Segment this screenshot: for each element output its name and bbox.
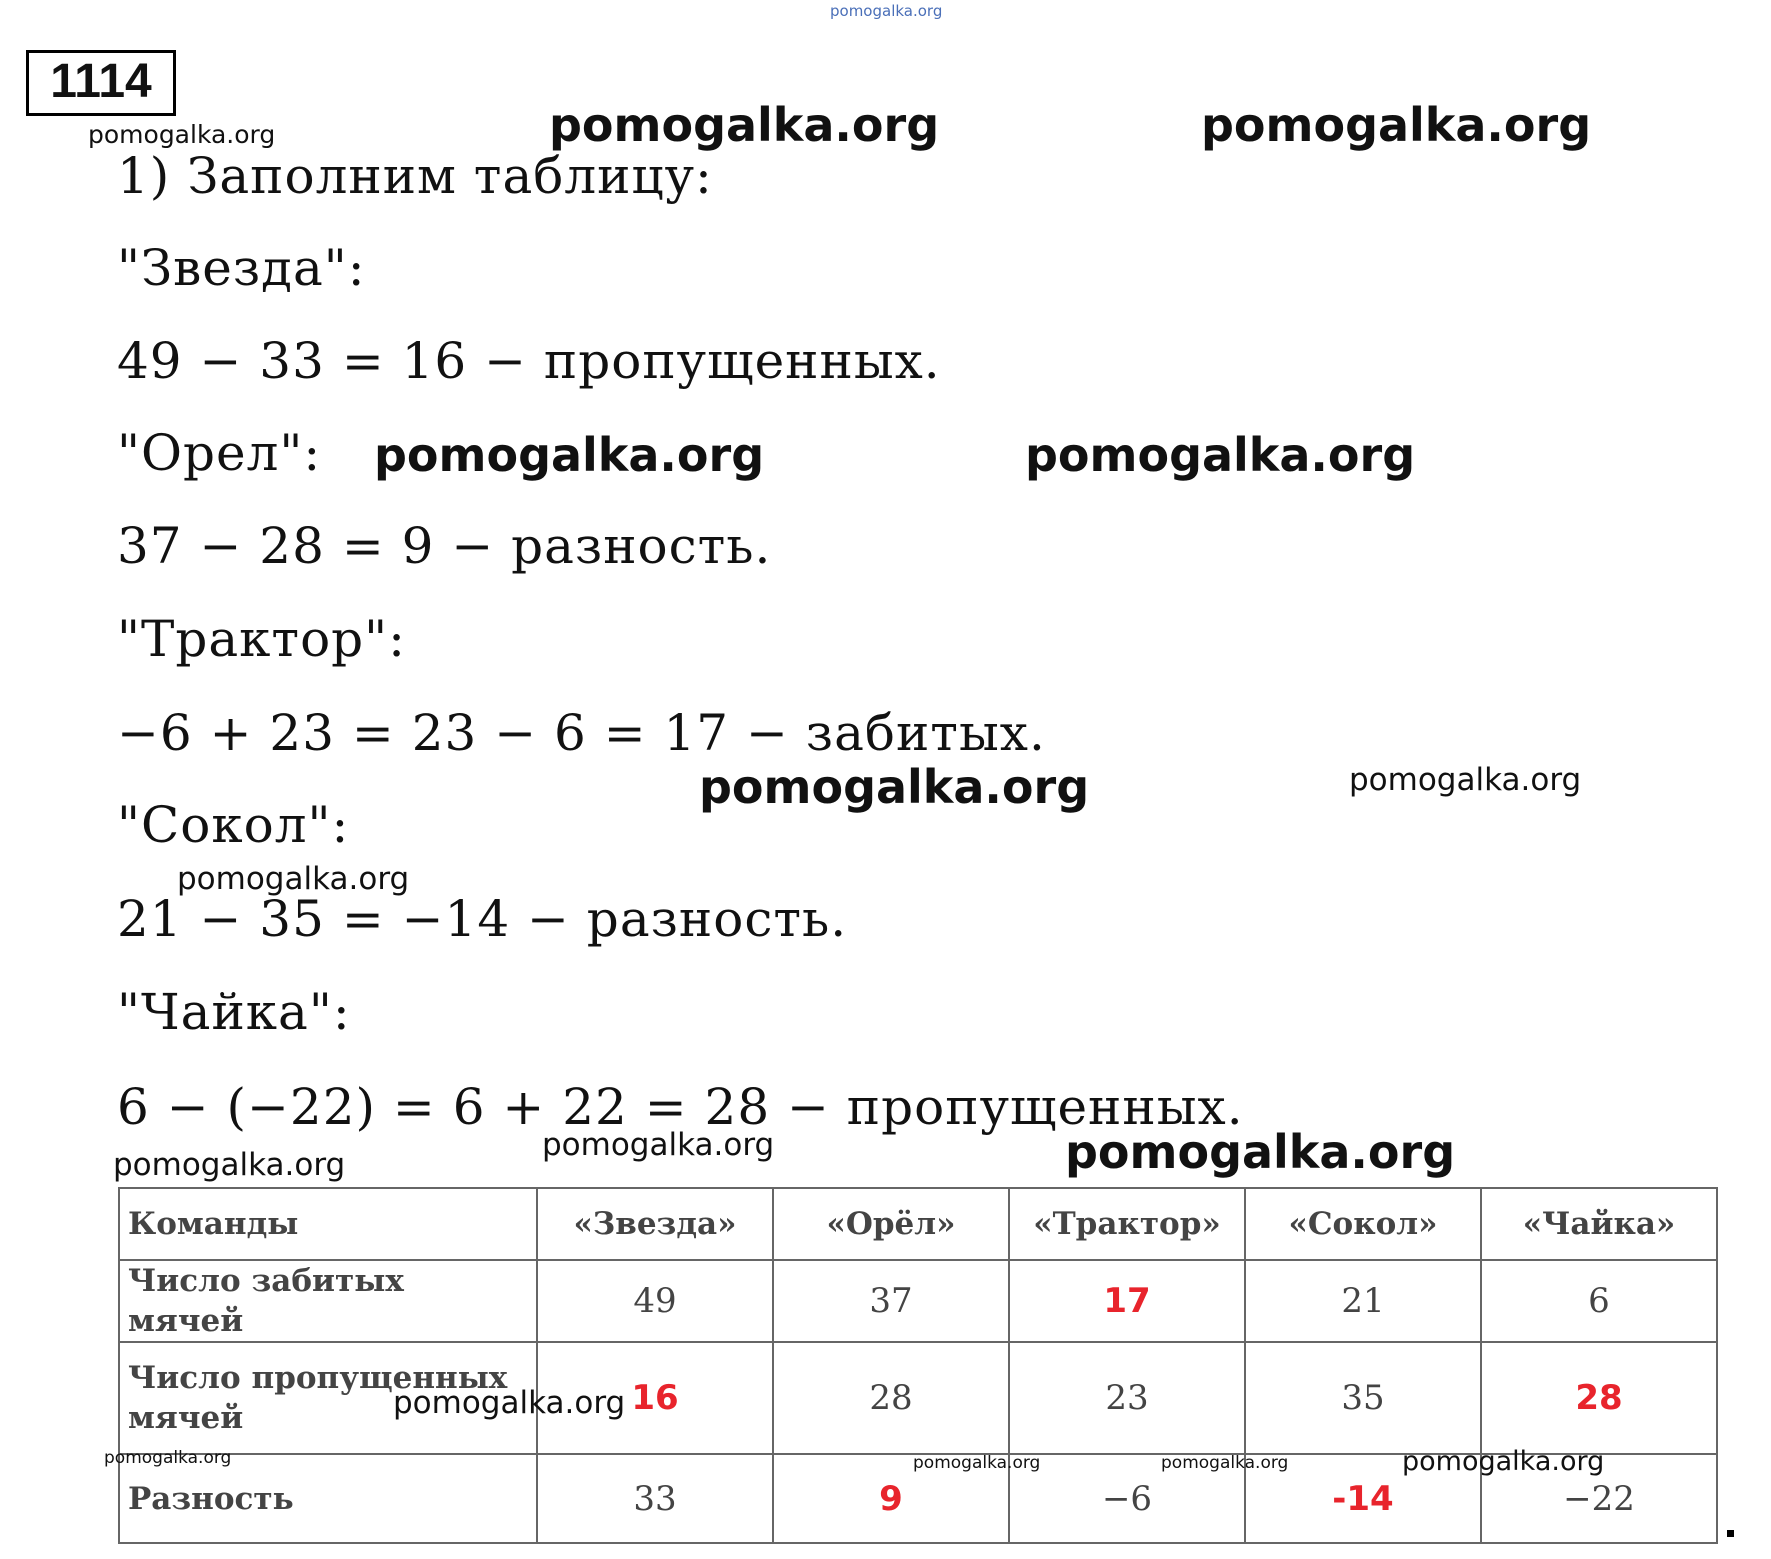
results-table <box>118 1187 1718 1544</box>
header-team-sokol: «Сокол» <box>1245 1188 1481 1260</box>
solution-line-9: 21 − 35 = −14 − разность. <box>117 890 848 948</box>
cell-conceded-orel: 28 <box>773 1342 1009 1454</box>
watermark: pomogalka.org <box>913 1453 1041 1473</box>
watermark: pomogalka.org <box>1065 1125 1456 1179</box>
solution-line-6: "Трактор": <box>117 610 407 668</box>
solution-line-7: −6 + 23 = 23 − 6 = 17 − забитых. <box>117 704 1046 762</box>
cell-scored-chaika: 6 <box>1481 1260 1717 1342</box>
watermark: pomogalka.org <box>393 1385 626 1421</box>
table-row <box>119 1342 1717 1454</box>
cell-diff-zvezda: 33 <box>537 1454 773 1543</box>
watermark: pomogalka.org <box>549 98 940 152</box>
cell-diff-sokol: -14 <box>1245 1454 1481 1543</box>
watermark: pomogalka.org <box>1402 1446 1605 1477</box>
solution-line-8: "Сокол": <box>117 796 350 854</box>
watermark: pomogalka.org <box>1161 1453 1289 1473</box>
watermark-top: pomogalka.org <box>830 2 943 20</box>
cell-scored-zvezda: 49 <box>537 1260 773 1342</box>
row-label-conceded: Число пропущенных мячей <box>119 1342 537 1454</box>
solution-line-5: 37 − 28 = 9 − разность. <box>117 517 772 575</box>
trailing-dot <box>1727 1530 1734 1537</box>
header-team-zvezda: «Звезда» <box>537 1188 773 1260</box>
header-team-traktor: «Трактор» <box>1009 1188 1245 1260</box>
header-team-orel: «Орёл» <box>773 1188 1009 1260</box>
cell-scored-sokol: 21 <box>1245 1260 1481 1342</box>
solution-line-2: "Звезда": <box>117 239 366 297</box>
cell-conceded-chaika: 28 <box>1481 1342 1717 1454</box>
watermark: pomogalka.org <box>177 861 410 897</box>
cell-conceded-zvezda: 16 <box>537 1342 773 1454</box>
watermark: pomogalka.org <box>104 1448 232 1468</box>
cell-scored-traktor: 17 <box>1009 1260 1245 1342</box>
solution-line-4: "Орел": <box>117 424 322 482</box>
watermark: pomogalka.org <box>113 1147 346 1183</box>
cell-diff-traktor: −6 <box>1009 1454 1245 1543</box>
row-label-difference: Разность <box>119 1454 537 1543</box>
solution-line-10: "Чайка": <box>117 983 351 1041</box>
watermark: pomogalka.org <box>1349 762 1582 798</box>
solution-line-1: 1) Заполним таблицу: <box>117 147 713 205</box>
watermark: pomogalka.org <box>1025 428 1416 482</box>
task-number: 1114 <box>26 50 176 116</box>
solution-line-3: 49 − 33 = 16 − пропущенных. <box>117 332 941 390</box>
cell-diff-chaika: −22 <box>1481 1454 1717 1543</box>
table-header-row <box>119 1188 1717 1260</box>
solution-line-11: 6 − (−22) = 6 + 22 = 28 − пропущенных. <box>117 1078 1244 1136</box>
watermark: pomogalka.org <box>374 428 765 482</box>
watermark: pomogalka.org <box>88 120 276 149</box>
watermark: pomogalka.org <box>542 1127 775 1163</box>
watermark: pomogalka.org <box>699 760 1090 814</box>
row-label-scored: Число забитых мячей <box>119 1260 537 1342</box>
cell-diff-orel: 9 <box>773 1454 1009 1543</box>
header-teams: Команды <box>119 1188 537 1260</box>
cell-conceded-traktor: 23 <box>1009 1342 1245 1454</box>
table-row <box>119 1260 1717 1342</box>
cell-conceded-sokol: 35 <box>1245 1342 1481 1454</box>
cell-scored-orel: 37 <box>773 1260 1009 1342</box>
watermark: pomogalka.org <box>1201 98 1592 152</box>
header-team-chaika: «Чайка» <box>1481 1188 1717 1260</box>
